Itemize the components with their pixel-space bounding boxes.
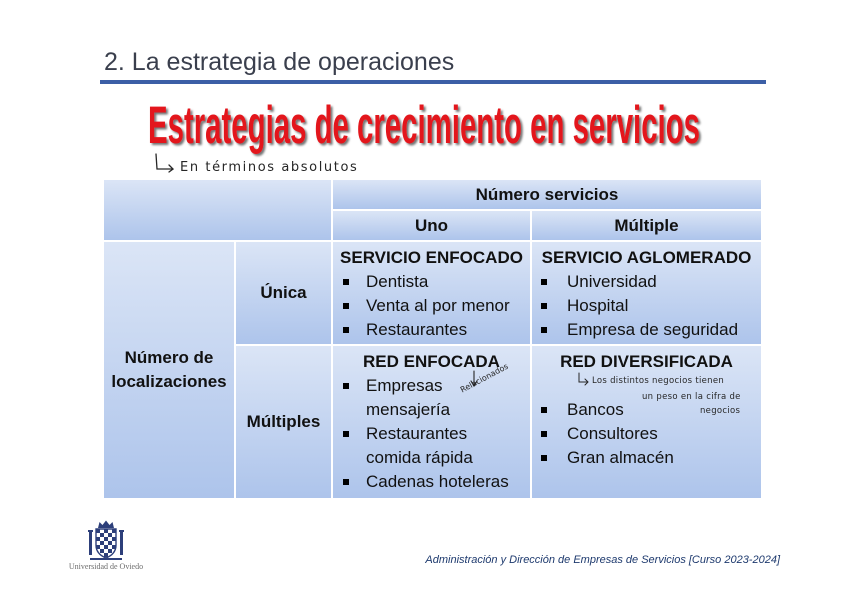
list-item xyxy=(532,446,761,470)
row-group-label: Número de localizaciones xyxy=(111,348,227,391)
list-item-text: Gran almacén xyxy=(567,448,674,467)
cell-item-list xyxy=(532,270,761,342)
square-bullet-icon xyxy=(541,431,547,437)
cell-servicio-aglomerado xyxy=(532,242,761,346)
square-bullet-icon xyxy=(343,303,349,309)
handwritten-note: Relacionados xyxy=(458,361,510,395)
row-label: Única xyxy=(260,283,307,302)
square-bullet-icon xyxy=(343,383,349,389)
list-item xyxy=(532,398,761,422)
table-corner-cell xyxy=(104,180,333,242)
square-bullet-icon xyxy=(541,455,547,461)
cell-title: SERVICIO ENFOCADO xyxy=(340,248,523,267)
list-item xyxy=(532,318,761,342)
cell-red-enfocada xyxy=(333,346,532,498)
list-item xyxy=(333,470,530,494)
square-bullet-icon xyxy=(343,431,349,437)
list-item-text: Universidad xyxy=(567,272,657,291)
row-header-unica xyxy=(236,242,333,346)
square-bullet-icon xyxy=(541,279,547,285)
handwritten-note: En términos absolutos xyxy=(180,160,359,175)
cell-red-diversificada xyxy=(532,346,761,498)
list-item xyxy=(532,422,761,446)
hooked-arrow-icon xyxy=(151,151,177,175)
list-item-text: Hospital xyxy=(567,296,629,315)
list-item-text: Venta al por menor xyxy=(366,296,510,315)
list-item-text: Empresas mensajería xyxy=(366,376,451,419)
cell-item-list xyxy=(532,374,761,470)
column-group-label: Número servicios xyxy=(475,184,619,204)
list-item-text: Consultores xyxy=(567,424,658,443)
column-label: Múltiple xyxy=(614,215,679,235)
list-item-text: Empresa de seguridad xyxy=(567,320,739,339)
handwritten-note-line: negocios xyxy=(700,406,741,416)
list-item-text: Bancos xyxy=(567,400,624,419)
list-item xyxy=(333,374,530,422)
list-item xyxy=(333,318,530,342)
row-label: Múltiples xyxy=(246,412,321,431)
university-crest-logo xyxy=(84,518,128,562)
handwritten-note-line: Los distintos negocios tienen xyxy=(592,376,725,386)
list-item xyxy=(333,294,530,318)
column-group-header xyxy=(333,180,761,211)
growth-strategies-table xyxy=(104,180,761,498)
list-item xyxy=(532,270,761,294)
list-item-text: Cadenas hoteleras xyxy=(366,472,509,491)
cell-item-list xyxy=(333,270,530,342)
square-bullet-icon xyxy=(343,327,349,333)
title-underline-rule xyxy=(100,80,766,84)
slide-heading xyxy=(0,90,848,165)
cell-item-list xyxy=(333,374,530,494)
logo-caption: Universidad de Oviedo xyxy=(68,562,144,571)
row-header-multiples xyxy=(236,346,333,498)
handwritten-note-line: un peso en la cifra de xyxy=(642,392,741,402)
square-bullet-icon xyxy=(343,279,349,285)
column-header-uno xyxy=(333,211,532,242)
section-title: 2. La estrategia de operaciones xyxy=(104,48,455,76)
column-header-multiple xyxy=(532,211,761,242)
heading-text: Estrategias de crecimiento en servicios xyxy=(148,96,700,155)
square-bullet-icon xyxy=(541,407,547,413)
hooked-arrow-icon xyxy=(576,372,590,386)
list-item-text: Restaurantes comida rápida xyxy=(366,424,473,467)
cell-title: RED DIVERSIFICADA xyxy=(560,352,733,371)
list-item-text: Restaurantes xyxy=(366,320,468,339)
square-bullet-icon xyxy=(541,303,547,309)
square-bullet-icon xyxy=(343,479,349,485)
cell-title: SERVICIO AGLOMERADO xyxy=(541,248,752,267)
row-group-header xyxy=(104,242,236,498)
cell-title: RED ENFOCADA xyxy=(363,352,500,371)
list-item xyxy=(333,422,530,470)
cell-servicio-enfocado xyxy=(333,242,532,346)
square-bullet-icon xyxy=(541,327,547,333)
list-item xyxy=(532,294,761,318)
list-item-text: Dentista xyxy=(366,272,429,291)
list-item xyxy=(333,270,530,294)
column-label: Uno xyxy=(414,215,449,235)
course-footer: Administración y Dirección de Empresas de Servicios [Curso 2023-2024] xyxy=(425,554,780,566)
